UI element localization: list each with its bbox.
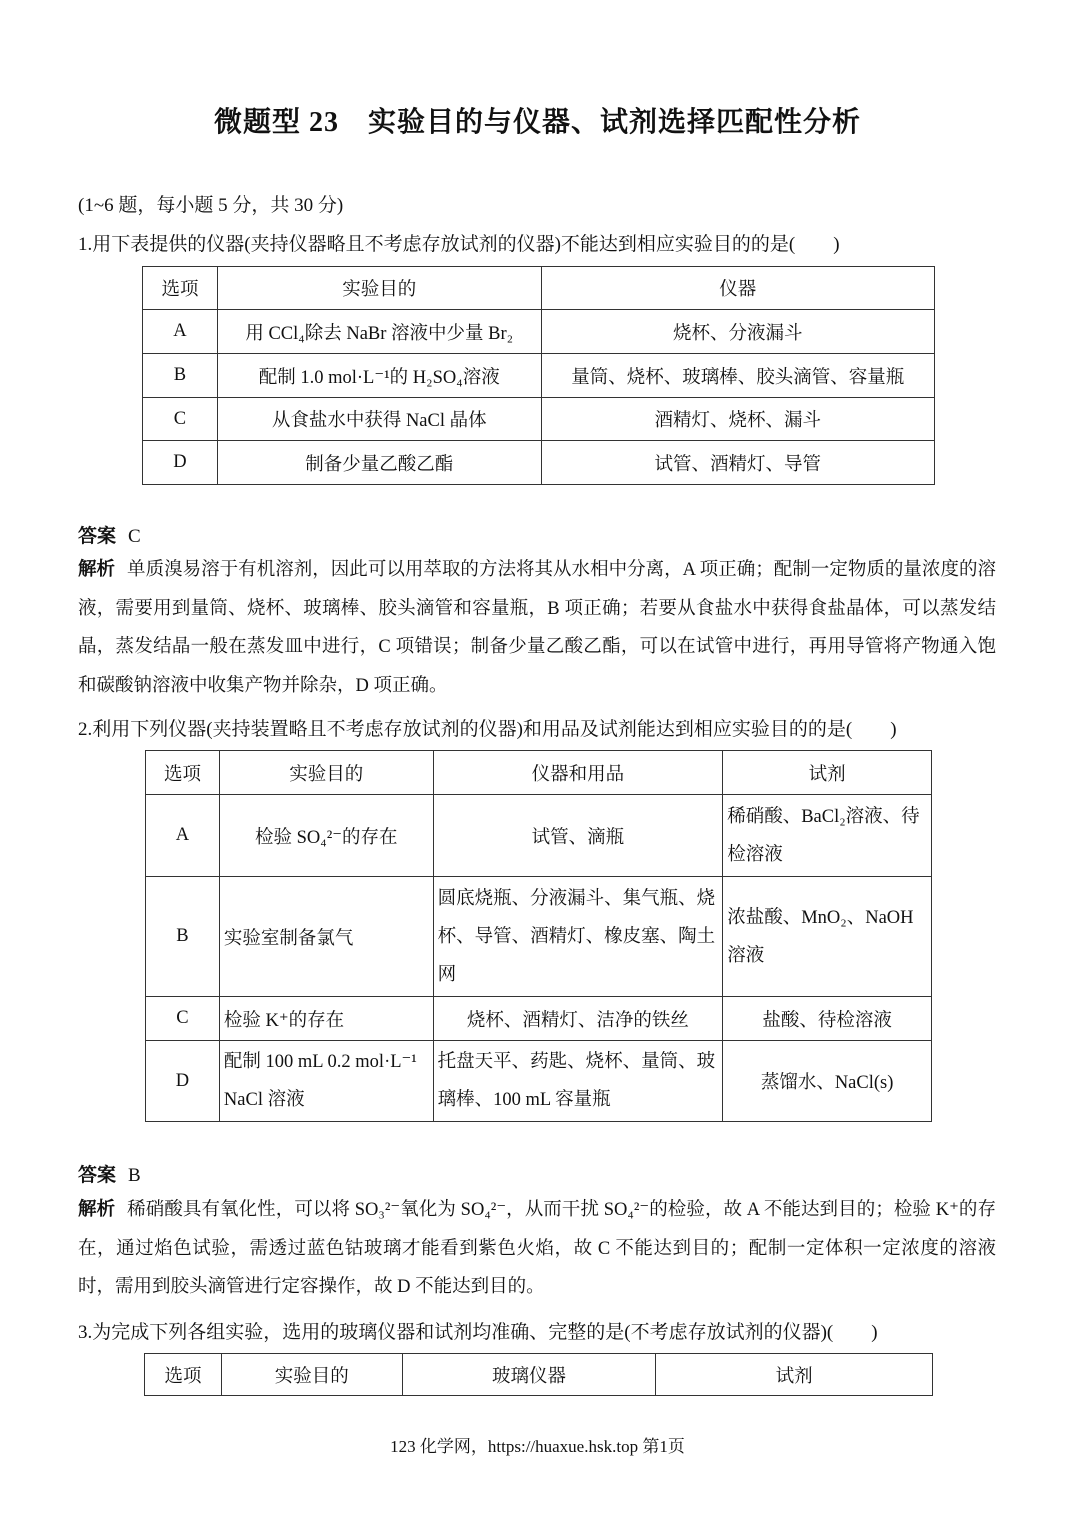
- header-purpose: 实验目的: [217, 267, 541, 310]
- q1-table: [142, 266, 935, 485]
- page-title: 微题型 23 实验目的与仪器、试剂选择匹配性分析: [213, 107, 861, 138]
- option-cell: C: [146, 997, 220, 1041]
- instrument-cell: 酒精灯、烧杯、漏斗: [541, 398, 934, 441]
- table-row: [146, 877, 932, 997]
- table-header-row: [146, 751, 932, 795]
- q1-answer: [78, 521, 141, 548]
- option-cell: D: [146, 1041, 220, 1122]
- header-instrument: 仪器: [541, 267, 934, 310]
- instrument-cell: 试管、酒精灯、导管: [541, 441, 934, 485]
- q2-table: [145, 750, 932, 1122]
- instrument-cell: 圆底烧瓶、分液漏斗、集气瓶、烧杯、导管、酒精灯、橡皮塞、陶土网: [433, 877, 723, 997]
- table-row: [143, 441, 935, 485]
- q2-analysis: [78, 1191, 996, 1307]
- purpose-cell: 制备少量乙酸乙酯: [217, 441, 541, 485]
- instrument-cell: 托盘天平、药匙、烧杯、量筒、玻璃棒、100 mL 容量瓶: [433, 1041, 723, 1122]
- table-header-row: [145, 1354, 933, 1396]
- header-purpose: 实验目的: [221, 1354, 402, 1396]
- analysis-label: 解析: [78, 1200, 116, 1220]
- analysis-text: 稀硝酸具有氧化性，可以将 SO₃²⁻氧化为 SO₄²⁻，从而干扰 SO₄²⁻的检验，故 A 不能达到目的；检验 K⁺的存在，通过焰色试验，需透过蓝色钴玻璃才能看到紫色火焰，故 C 不能达到目的；配制一定体积一定浓度的溶液时，需用到胶头滴管进行定容操作，故 D 不能达到目的。: [78, 1200, 996, 1297]
- answer-label: 答案: [78, 526, 117, 547]
- instrument-cell: 量筒、烧杯、玻璃棒、胶头滴管、容量瓶: [541, 354, 934, 398]
- analysis-label: 解析: [78, 560, 116, 580]
- purpose-cell: 检验 K⁺的存在: [219, 997, 433, 1041]
- q1-analysis: [78, 551, 996, 705]
- intro-text: (1~6 题，每小题 5 分，共 30 分): [78, 195, 344, 216]
- option-cell: B: [143, 354, 218, 398]
- table-row: [143, 398, 935, 441]
- answer-value: C: [128, 526, 141, 547]
- page-footer: 123 化学网，https://huaxue.hsk.top 第1页: [390, 1437, 685, 1456]
- q2-stem: 2.利用下列仪器(夹持装置略且不考虑存放试剂的仪器)和用品及试剂能达到相应实验目的的是( ): [78, 719, 897, 740]
- option-cell: A: [146, 795, 220, 877]
- header-purpose: 实验目的: [219, 751, 433, 795]
- table-row: [146, 997, 932, 1041]
- header-reagent: 试剂: [723, 751, 932, 795]
- purpose-cell: 从食盐水中获得 NaCl 晶体: [217, 398, 541, 441]
- option-cell: D: [143, 441, 218, 485]
- purpose-cell: 配制 1.0 mol·L⁻¹的 H₂SO₄溶液: [217, 354, 541, 398]
- instrument-cell: 烧杯、酒精灯、洁净的铁丝: [433, 997, 723, 1041]
- q3-stem: 3.为完成下列各组实验，选用的玻璃仪器和试剂均准确、完整的是(不考虑存放试剂的仪器)( ): [78, 1322, 878, 1343]
- option-cell: C: [143, 398, 218, 441]
- answer-label: 答案: [78, 1165, 117, 1186]
- purpose-cell: 实验室制备氯气: [219, 877, 433, 997]
- q2-answer: [78, 1160, 141, 1187]
- analysis-text: 单质溴易溶于有机溶剂，因此可以用萃取的方法将其从水相中分离，A 项正确；配制一定物质的量浓度的溶液，需要用到量筒、烧杯、玻璃棒、胶头滴管和容量瓶，B 项正确；若要从食盐水中获得食盐晶体，可以蒸发结晶，蒸发结晶一般在蒸发皿中进行，C 项错误；制备少量乙酸乙酯，可以在试管中进行，再用导管将产物通入饱和碳酸钠溶液中收集产物并除杂，D 项正确。: [78, 560, 996, 696]
- header-reagent: 试剂: [656, 1354, 933, 1396]
- option-cell: B: [146, 877, 220, 997]
- table-row: [143, 354, 935, 398]
- reagent-cell: 蒸馏水、NaCl(s): [723, 1041, 932, 1122]
- option-cell: A: [143, 310, 218, 354]
- table-header-row: [143, 267, 935, 310]
- q3-table: [144, 1353, 933, 1396]
- header-glassware: 玻璃仪器: [402, 1354, 656, 1396]
- instrument-cell: 试管、滴瓶: [433, 795, 723, 877]
- header-option: 选项: [143, 267, 218, 310]
- q1-stem: 1.用下表提供的仪器(夹持仪器略且不考虑存放试剂的仪器)不能达到相应实验目的的是( ): [78, 234, 840, 255]
- purpose-cell: 检验 SO₄²⁻的存在: [219, 795, 433, 877]
- table-row: [146, 1041, 932, 1122]
- reagent-cell: 浓盐酸、MnO₂、NaOH 溶液: [723, 877, 932, 997]
- purpose-cell: 用 CCl₄除去 NaBr 溶液中少量 Br₂: [217, 310, 541, 354]
- reagent-cell: 盐酸、待检溶液: [723, 997, 932, 1041]
- reagent-cell: 稀硝酸、BaCl₂溶液、待检溶液: [723, 795, 932, 877]
- header-option: 选项: [146, 751, 220, 795]
- table-row: [143, 310, 935, 354]
- table-row: [146, 795, 932, 877]
- header-instrument: 仪器和用品: [433, 751, 723, 795]
- header-option: 选项: [145, 1354, 222, 1396]
- purpose-cell: 配制 100 mL 0.2 mol·L⁻¹ NaCl 溶液: [219, 1041, 433, 1122]
- instrument-cell: 烧杯、分液漏斗: [541, 310, 934, 354]
- answer-value: B: [128, 1165, 141, 1186]
